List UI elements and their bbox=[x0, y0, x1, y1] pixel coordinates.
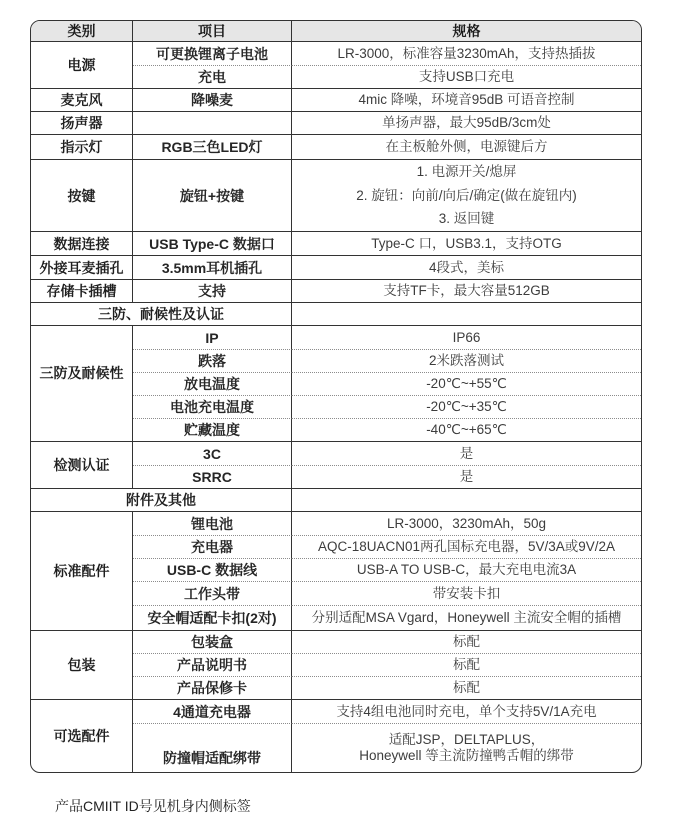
category-microphone: 麦克风 bbox=[31, 89, 133, 112]
category-optional-accessories: 可选配件 bbox=[31, 700, 133, 772]
header-spec: 规格 bbox=[292, 21, 641, 42]
spec-value-list bbox=[292, 724, 641, 772]
category-storage-slot: 存储卡插槽 bbox=[31, 280, 133, 303]
item-label: 支持 bbox=[133, 280, 292, 303]
item-label: 旋钮+按键 bbox=[133, 160, 292, 232]
header-category: 类别 bbox=[31, 21, 133, 42]
category-ruggedness: 三防及耐候性 bbox=[31, 326, 133, 442]
spec-line: 2. 旋钮：向前/向后/确定(做在旋钮内) bbox=[356, 187, 577, 203]
spec-value: 是 bbox=[292, 466, 641, 489]
spec-value: 支持TF卡，最大容量512GB bbox=[292, 280, 641, 303]
empty-item-cell bbox=[133, 112, 292, 135]
footer-note: 产品CMIIT ID号见机身内侧标签 bbox=[55, 798, 251, 814]
spec-value: Type-C 口，USB3.1，支持OTG bbox=[292, 232, 641, 256]
spec-value: LR-3000，标准容量3230mAh，支持热插拔 bbox=[292, 42, 641, 66]
spec-value: 是 bbox=[292, 442, 641, 466]
item-label: 包装盒 bbox=[133, 631, 292, 654]
category-standard-accessories: 标准配件 bbox=[31, 512, 133, 631]
section-spacer bbox=[292, 489, 641, 512]
spec-table bbox=[30, 20, 642, 773]
spec-value: 单扬声器，最大95dB/3cm处 bbox=[292, 112, 641, 135]
spec-line: 3. 返回键 bbox=[438, 211, 495, 227]
item-label: 充电器 bbox=[133, 536, 292, 559]
spec-value: IP66 bbox=[292, 326, 641, 350]
item-label: RGB三色LED灯 bbox=[133, 135, 292, 160]
spec-value: 4mic 降噪，环境音95dB 可语音控制 bbox=[292, 89, 641, 112]
item-label: 3C bbox=[133, 442, 292, 466]
spec-value: LR-3000，3230mAh，50g bbox=[292, 512, 641, 536]
item-label: 安全帽适配卡扣(2对) bbox=[133, 606, 292, 631]
item-label: 工作头带 bbox=[133, 582, 292, 606]
item-label: 电池充电温度 bbox=[133, 396, 292, 419]
spec-value: USB-A TO USB-C，最大充电电流3A bbox=[292, 559, 641, 582]
spec-value: 标配 bbox=[292, 654, 641, 677]
item-label: 放电温度 bbox=[133, 373, 292, 396]
item-label: 跌落 bbox=[133, 350, 292, 373]
spec-line: Honeywell 等主流防撞鸭舌帽的绑带 bbox=[359, 748, 574, 763]
section-spacer bbox=[292, 303, 641, 326]
spec-value: 支持4组电池同时充电，单个支持5V/1A充电 bbox=[292, 700, 641, 724]
category-certification: 检测认证 bbox=[31, 442, 133, 489]
section-title: 三防、耐候性及认证 bbox=[31, 303, 292, 326]
spec-value: 分别适配MSA Vgard，Honeywell 主流安全帽的插槽 bbox=[292, 606, 641, 631]
category-power: 电源 bbox=[31, 42, 133, 89]
spec-line: 适配JSP，DELTAPLUS， bbox=[388, 732, 545, 747]
item-label: SRRC bbox=[133, 466, 292, 489]
category-buttons: 按键 bbox=[31, 160, 133, 232]
item-label: USB Type-C 数据口 bbox=[133, 232, 292, 256]
category-indicator: 指示灯 bbox=[31, 135, 133, 160]
item-label: 防撞帽适配绑带 bbox=[133, 724, 292, 772]
spec-value: 4段式，美标 bbox=[292, 256, 641, 280]
category-data-connection: 数据连接 bbox=[31, 232, 133, 256]
category-packaging: 包装 bbox=[31, 631, 133, 700]
category-speaker: 扬声器 bbox=[31, 112, 133, 135]
spec-value: 标配 bbox=[292, 631, 641, 654]
spec-value: 在主板舱外侧，电源键后方 bbox=[292, 135, 641, 160]
item-label: 产品说明书 bbox=[133, 654, 292, 677]
item-label: IP bbox=[133, 326, 292, 350]
item-label: 4通道充电器 bbox=[133, 700, 292, 724]
spec-grid bbox=[31, 21, 641, 772]
section-title: 附件及其他 bbox=[31, 489, 292, 512]
spec-value: -20℃~+55℃ bbox=[292, 373, 641, 396]
item-label: 贮藏温度 bbox=[133, 419, 292, 442]
header-item: 项目 bbox=[133, 21, 292, 42]
item-label: 可更换锂离子电池 bbox=[133, 42, 292, 66]
spec-value: 支持USB口充电 bbox=[292, 66, 641, 89]
item-label: 降噪麦 bbox=[133, 89, 292, 112]
category-headset-jack: 外接耳麦插孔 bbox=[31, 256, 133, 280]
item-label: USB-C 数据线 bbox=[133, 559, 292, 582]
item-label: 3.5mm耳机插孔 bbox=[133, 256, 292, 280]
spec-value: AQC-18UACN01两孔国标充电器，5V/3A或9V/2A bbox=[292, 536, 641, 559]
spec-value: 2米跌落测试 bbox=[292, 350, 641, 373]
spec-line: 1. 电源开关/熄屏 bbox=[416, 164, 517, 180]
spec-value: -20℃~+35℃ bbox=[292, 396, 641, 419]
spec-value: 带安装卡扣 bbox=[292, 582, 641, 606]
item-label: 充电 bbox=[133, 66, 292, 89]
item-label: 产品保修卡 bbox=[133, 677, 292, 700]
spec-value: 标配 bbox=[292, 677, 641, 700]
spec-value: -40℃~+65℃ bbox=[292, 419, 641, 442]
item-label: 锂电池 bbox=[133, 512, 292, 536]
spec-value-list bbox=[292, 160, 641, 232]
